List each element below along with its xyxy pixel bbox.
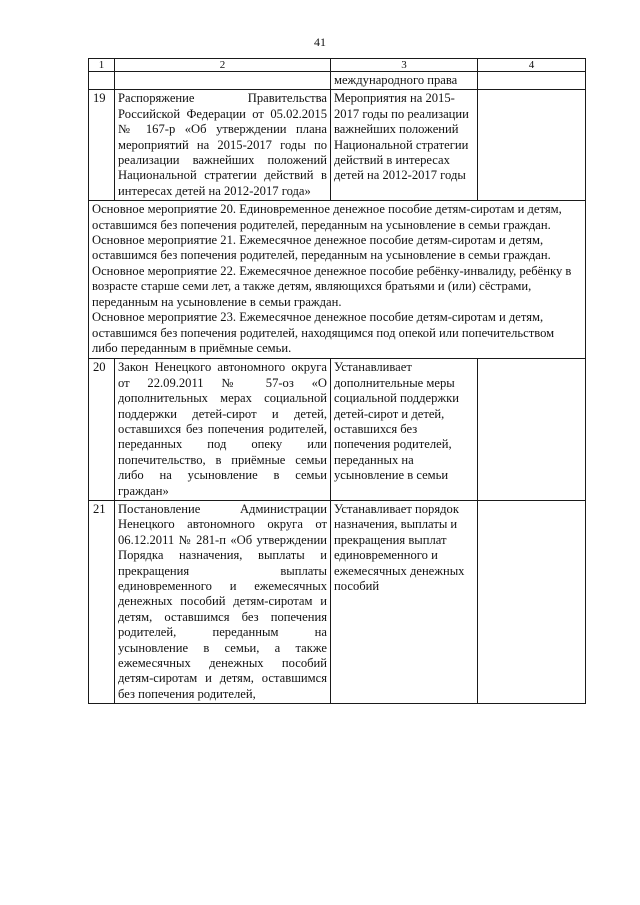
note-cell (478, 359, 586, 501)
table-row (89, 72, 586, 90)
table-row (89, 359, 586, 501)
page-number: 41 (314, 35, 326, 49)
document-cell: Постановление Администрации Ненецкого автономного округа от 06.12.2011 № 281-п «Об утверждении Порядка назначения, выплаты и прекращения выплаты единовременного и ежемесячных денежных пособий детям-сиротам и детям, оставшимся без попечения родителей, переданным на усыновление в семьи, а также ежемесячных денежных пособий детям-сиротам и детям, оставшимся без попечения родителей, (115, 500, 331, 703)
note-cell (478, 90, 586, 201)
table-row (89, 500, 586, 703)
row-number-cell (89, 72, 115, 90)
description-cell: международного права (331, 72, 478, 90)
table-row (89, 90, 586, 201)
note-cell (478, 72, 586, 90)
section-heading-23: Основное мероприятие 23. Ежемесячное денежное пособие детям-сиротам и детям, оставшимся без попечения родителей, находящимся под опекой или попечительством либо переданным в приёмные семьи. (92, 310, 555, 355)
description-cell: Устанавливает порядок назначения, выплаты и прекращения выплат единовременного и ежемесячных денежных пособий (331, 500, 478, 703)
legal-acts-table (88, 58, 586, 704)
section-heading-row (89, 201, 586, 359)
header-cell: 2 (115, 59, 331, 72)
header-cell: 1 (89, 59, 115, 72)
section-heading-20: Основное мероприятие 20. Единовременное денежное пособие детям-сиротам и детям, оставшимся без попечения родителей, переданным на усыновление в семьи граждан. (92, 202, 562, 232)
description-cell: Мероприятия на 2015-2017 годы по реализации важнейших положений Национальной стратегии действий в интересах детей на 2012-2017 годы (331, 90, 478, 201)
document-sheet (88, 58, 585, 704)
section-headings-cell (89, 201, 586, 359)
document-cell (115, 72, 331, 90)
document-cell: Распоряжение Правительства Российской Федерации от 05.02.2015 № 167-р «Об утверждении плана мероприятий на 2015-2017 годы по реализации важнейших положений Национальной стратегии действий в интересах детей на 2012-2017 года» (115, 90, 331, 201)
row-number-cell: 19 (89, 90, 115, 201)
section-heading-22: Основное мероприятие 22. Ежемесячное денежное пособие ребёнку-инвалиду, ребёнку в возрасте старше семи лет, а также детям, являющихся братьями и (или) сёстрами, переданным на усыновление в семьи граждан. (92, 263, 572, 309)
description-cell: Устанавливает дополнительные меры социальной поддержки детей-сирот и детей, оставшихся без попечения родителей, переданных на усыновление в семьи (331, 359, 478, 501)
note-cell (478, 500, 586, 703)
row-number-cell: 21 (89, 500, 115, 703)
table-header-row (89, 59, 586, 72)
header-cell: 3 (331, 59, 478, 72)
section-heading-21: Основное мероприятие 21. Ежемесячное денежное пособие детям-сиротам и детям, оставшимся без попечения родителей, переданным на усыновление в семьи граждан. (92, 233, 551, 263)
header-cell: 4 (478, 59, 586, 72)
row-number-cell: 20 (89, 359, 115, 501)
document-cell: Закон Ненецкого автономного округа от 22.09.2011 № 57-оз «О дополнительных мерах социальной поддержки детей-сирот и детей, оставшихся без попечения родителей, переданных под опеку или попечительство, в приёмные семьи либо на усыновление в семьи граждан» (115, 359, 331, 501)
